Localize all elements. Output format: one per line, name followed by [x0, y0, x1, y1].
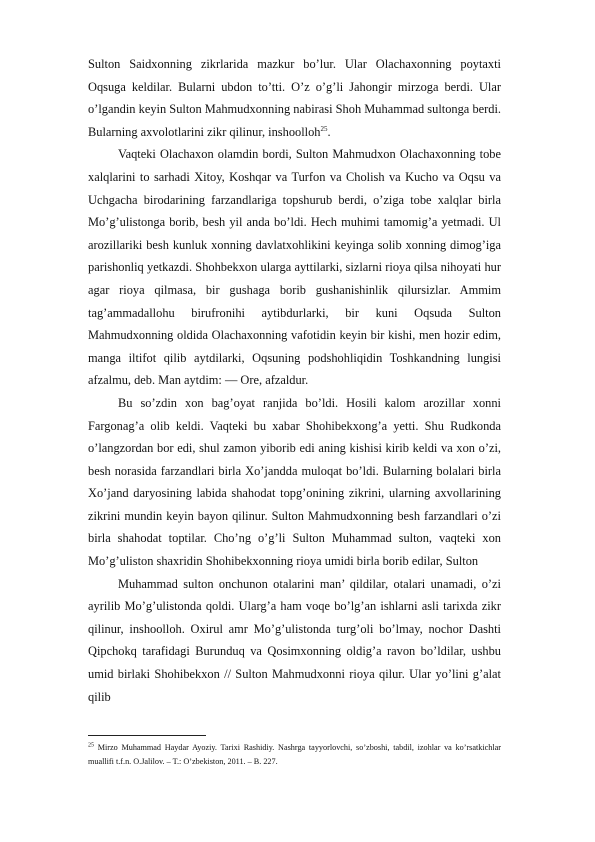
paragraph-1-end: .	[327, 124, 331, 139]
paragraph-4: Muhammad sulton onchunon otalarini man’ qildilar, otalari unamadi, o’zi ayrilib Mo’g’ulistonda qoldi. Ularg’a ham voqe bo’lg’an ishlarni asli tarixda zikr qilinur, inshoolloh. Oxirul amr Mo’g’ulistonda turg’oli bo’lmay, nochor Dashti Qipchokq tarafidagi Burunduq va Qosimxonning oldig’a ravon bo’ldilar, ushbu umid birlaki Shohibekxon // Sulton Mahmudxonni rioya qilur. Ular yo’lini g’alat qilib	[88, 576, 501, 704]
footnote-text: Mirzo Muhammad Haydar Ayoziy. Tarixi Rashidiy. Nashrga tayyorlovchi, so’zboshi, tabdil, izohlar va ko’rsatkichlar muallifi t.f.n. O.Jalilov. – T.: O’zbekiston, 2011. – B. 227.	[88, 743, 501, 766]
footnote-reference[interactable]: 25	[320, 124, 328, 133]
footnote-number: 25	[88, 742, 94, 749]
paragraph-1	[88, 53, 501, 143]
paragraph-2: Vaqteki Olachaxon olamdin bordi, Sulton Mahmudxon Olachaxonning tobe xalqlarini to sarhadi Xitoy, Koshqar va Turfon va Cholish va Kucho va Oqsu va Uchgacha birodarining farzandlariga topshurub berdi, o’ziga tobe xalqlar birla Mo’g’ulistonga borib, besh yil anda bo’ldi. Hech muhimi tamomig’a yetmadi. Ul arozillariki besh kunluk xonning davlatxohlikini keyinga solib xonning dimog’iga parishonliq yetkazdi. Shohbekxon ularga ayttilarki, sizlarni rioya qilsa nihoyati hur agar rioya qilmasa, bir gushaga borib gushanishinlik qilursizlar. Ammim tag’ammadallohu birufronihi aytibdurlarki, bir kuni Oqsuda Sulton Mahmudxonning oldida Olachaxonning vafotidin keyin bir kishi, men hozir edim, manga iltifot qilib aytdilarki, Oqsuning podshohliqidin Toshkandning lungisi afzalmu, deb. Man aytdim: — Ore, afzaldur.	[88, 147, 501, 388]
paragraph-1-text: Sulton Saidxonning zikrlarida mazkur bo’lur. Ular Olachaxonning poytaxti Oqsuga keldilar. Bularni ubdon to’tti. O’z o’g’li Jahongir mirzoga berdi. Ular o’lgandin keyin Sulton Mahmudxonning nabirasi Shoh Muhammad sultonga berdi. Bularning axvolotlarini zikr qilinur, inshoolloh	[88, 57, 501, 139]
paragraph-3: Bu so’zdin xon bag’oyat ranjida bo’ldi. Hosili kalom arozillar xonni Fargonag’a olib keldi. Vaqteki bu xabar Shohibekxong’a yetti. Shu Rudkonda o’langzordan bor edi, shul zamon yiborib edi aning kishisi kirib keldi va xon o’zi, besh norasida farzandlari birla Xo’jandda muloqat bo’ldi. Bularning bolalari birla Xo’jand daryosining labida shahodat topg’onining zikrini, ularning axvollarining zikrini mundin keyin bayon qilinur. Sulton Mahmudxonning besh farzandlari o’zi birla shahodat toptilar. Cho’ng o’g’li Sulton Muhammad sulton, vaqteki xon Mo’g’uliston shaxridin Shohibekxonning rioya umidi birla borib edilar, Sulton	[88, 395, 501, 569]
footnote-divider	[88, 735, 206, 736]
footnote	[88, 741, 501, 769]
document-body	[88, 53, 501, 708]
